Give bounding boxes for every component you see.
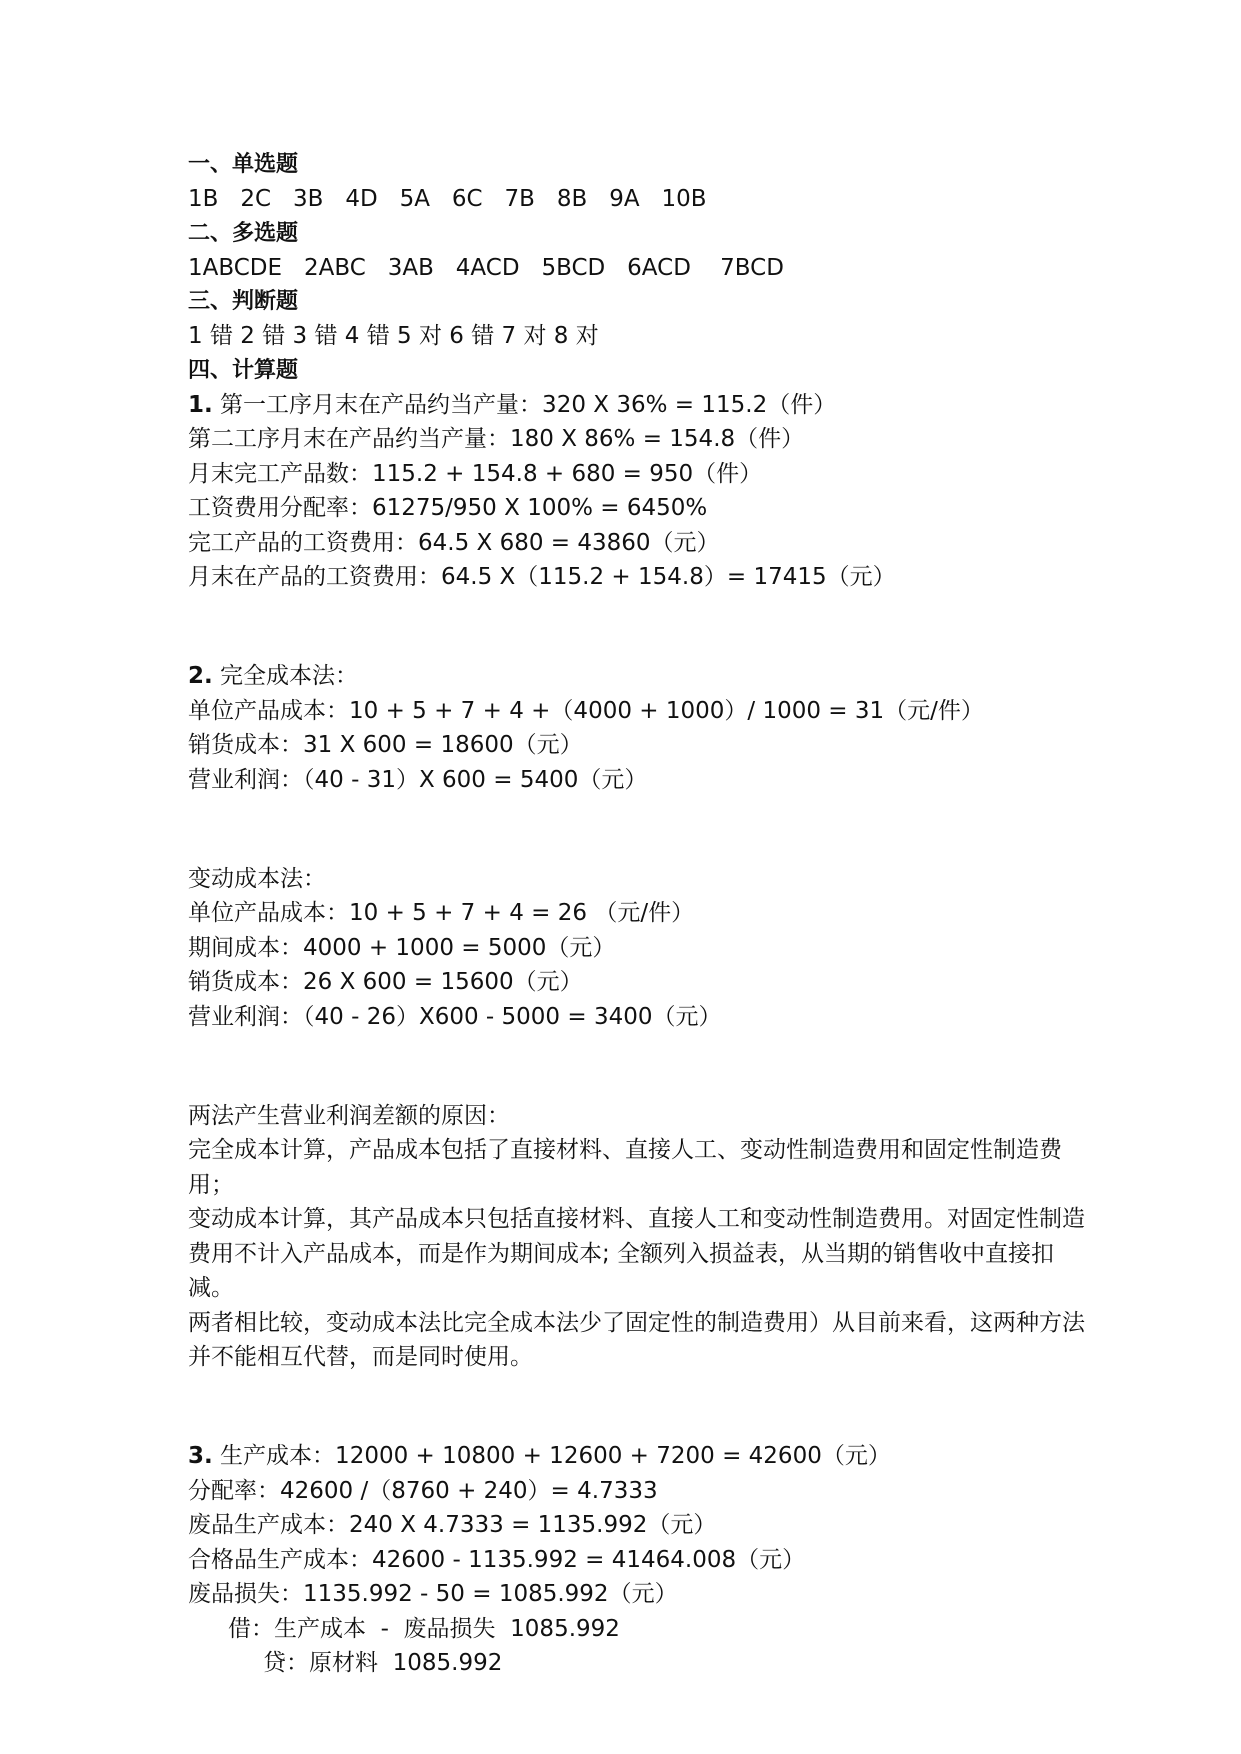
q2-variable-line: 销货成本：26 X 600 = 15600（元） [188, 969, 583, 995]
q2-variable-line: 单位产品成本：10 + 5 + 7 + 4 = 26 （元/件） [188, 900, 695, 926]
q3-line: 分配率：42600 /（8760 + 240）= 4.7333 [188, 1477, 658, 1504]
q1-line: 月末在产品的工资费用：64.5 X（115.2 + 154.8）= 17415（元） [188, 564, 896, 590]
spacer [188, 797, 1088, 832]
q2-reason-paragraph: 变动成本计算，其产品成本只包括直接材料、直接人工和变动性制造费用。对固定性制造费用不计入产品成本，而是作为期间成本; 全额列入损益表，从当期的销售收中直接扣减。 [188, 1206, 1085, 1301]
spacer [188, 629, 1088, 659]
q2-reason-title: 两法产生营业利润差额的原因： [188, 1102, 510, 1129]
spacer [188, 1069, 1088, 1099]
q3-line: 合格品生产成本：42600 - 1135.992 = 41464.008（元） [188, 1546, 806, 1573]
q3-first-line [188, 1439, 1088, 1474]
q1-first-line [188, 388, 1088, 423]
q1-first-text: 第一工序月末在产品约当产量：320 X 36% = 115.2（件） [212, 391, 837, 418]
q2-first-line [188, 659, 1088, 694]
q2-variable-line: 期间成本：4000 + 1000 = 5000（元） [188, 934, 616, 961]
q1-number: 1. [188, 391, 213, 418]
q2-variable-line: 变动成本法： [188, 865, 326, 892]
spacer [188, 1034, 1088, 1069]
q2-first-text: 完全成本法： [212, 663, 359, 689]
q1-line: 第二工序月末在产品约当产量：180 X 86% = 154.8（件） [188, 426, 805, 452]
q3-journal-credit: 贷：原材料 1085.992 [263, 1650, 503, 1676]
section-title-single-choice: 一、单选题 [188, 152, 299, 177]
spacer [188, 832, 1088, 862]
q2-absorption-line: 销货成本：31 X 600 = 18600（元） [188, 732, 583, 758]
q2-reason-paragraph: 两者相比较，变动成本法比完全成本法少了固定性的制造费用）从目前来看，这两种方法并不能相互代替，而是同时使用。 [188, 1309, 1085, 1370]
q1-line: 完工产品的工资费用：64.5 X 680 = 43860（元） [188, 529, 720, 556]
q1-line: 月末完工产品数：115.2 + 154.8 + 680 = 950（件） [188, 460, 763, 487]
section-title-multiple-choice: 二、多选题 [188, 220, 299, 246]
spacer [188, 595, 1088, 630]
q3-line: 废品损失：1135.992 - 50 = 1085.992（元） [188, 1581, 678, 1607]
q2-absorption-line: 单位产品成本：10 + 5 + 7 + 4 +（4000 + 1000）/ 1000 = 31（元/件） [188, 697, 984, 724]
q3-journal-debit: 借：生产成本 - 废品损失 1085.992 [228, 1615, 620, 1642]
q3-number: 3. [188, 1443, 213, 1469]
spacer [188, 1375, 1088, 1410]
q2-absorption-line: 营业利润：（40 - 31）X 600 = 5400（元） [188, 766, 648, 793]
q2-number: 2. [188, 663, 213, 689]
single-choice-answers: 1B 2C 3B 4D 5A 6C 7B 8B 9A 10B [188, 186, 707, 212]
q3-line: 废品生产成本：240 X 4.7333 = 1135.992（元） [188, 1512, 717, 1538]
q1-line: 工资费用分配率：61275/950 X 100% = 6450% [188, 495, 708, 521]
section-title-calculation: 四、计算题 [188, 357, 299, 383]
section-title-true-false: 三、判断题 [188, 289, 299, 314]
spacer [188, 1409, 1088, 1439]
multiple-choice-answers: 1ABCDE 2ABC 3AB 4ACD 5BCD 6ACD 7BCD [188, 254, 784, 281]
q2-reason-paragraph: 完全成本计算，产品成本包括了直接材料、直接人工、变动性制造费用和固定性制造费用； [188, 1137, 1062, 1198]
q2-variable-line: 营业利润：（40 - 26）X600 - 5000 = 3400（元） [188, 1003, 722, 1030]
true-false-answers: 1 错 2 错 3 错 4 错 5 对 6 错 7 对 8 对 [188, 323, 599, 349]
answer-sheet [188, 148, 1088, 1681]
q3-first-text: 生产成本：12000 + 10800 + 12600 + 7200 = 42600（元） [212, 1443, 891, 1469]
